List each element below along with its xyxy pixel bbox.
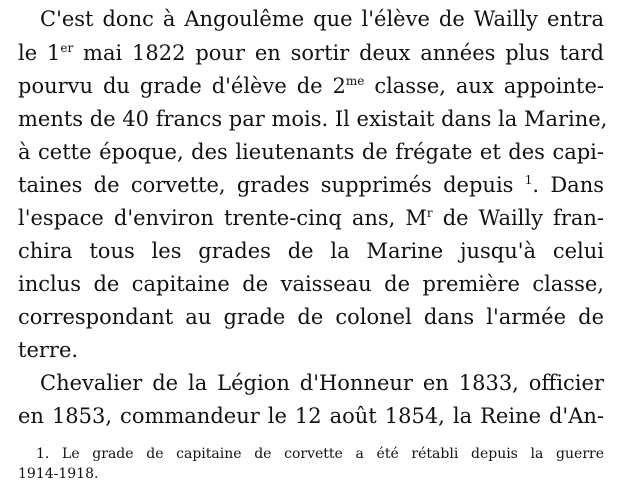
paragraph-1-line-2: le 1er mai 1822 pour en sortir deux années plus tard [18, 41, 604, 65]
superscript: r [426, 206, 433, 220]
paragraph-1-line-1: C'est donc à Angoulême que l'élève de Wailly entra [40, 7, 604, 31]
superscript: me [345, 74, 365, 88]
paragraph-1-line-10: correspondant au grade de colonel dans l'armée de [18, 305, 604, 329]
paragraph-1-line-5: à cette époque, des lieutenants de frégate et des capi- [18, 140, 604, 164]
paragraph-2-line-2: en 1853, commandeur le 12 août 1854, la Reine d'An- [18, 404, 604, 428]
superscript: er [60, 41, 74, 55]
paragraph-1-line-11: terre. [18, 338, 79, 362]
paragraph-1-line-8: chira tous les grades de la Marine jusqu'à celui [18, 239, 604, 263]
paragraph-1-line-7: l'espace d'environ trente-cinq ans, $M^r$ de Wailly fran- [18, 206, 604, 230]
paragraph-1-line-3: pourvu du grade d'élève de $2^{me}$ classe, aux appointe- [18, 74, 604, 98]
paragraph-2-line-1: Chevalier de la Légion d'Honneur en 1833, officier [40, 371, 604, 395]
footnote-line-2: 1914-1918. [18, 466, 99, 482]
paragraph-1-line-4: ments de 40 francs par mois. Il existait dans la Marine, [18, 107, 608, 131]
footnote-marker: 1 [524, 173, 533, 187]
footnote-line-1: 1. Le grade de capitaine de corvette a été rétabli depuis la guerre [36, 446, 604, 462]
paragraph-1-line-9: inclus de capitaine de vaisseau de première classe, [18, 272, 604, 296]
paragraph-1-line-6: taines de corvette, grades supprimés depuis $^1$. Dans [18, 173, 604, 197]
